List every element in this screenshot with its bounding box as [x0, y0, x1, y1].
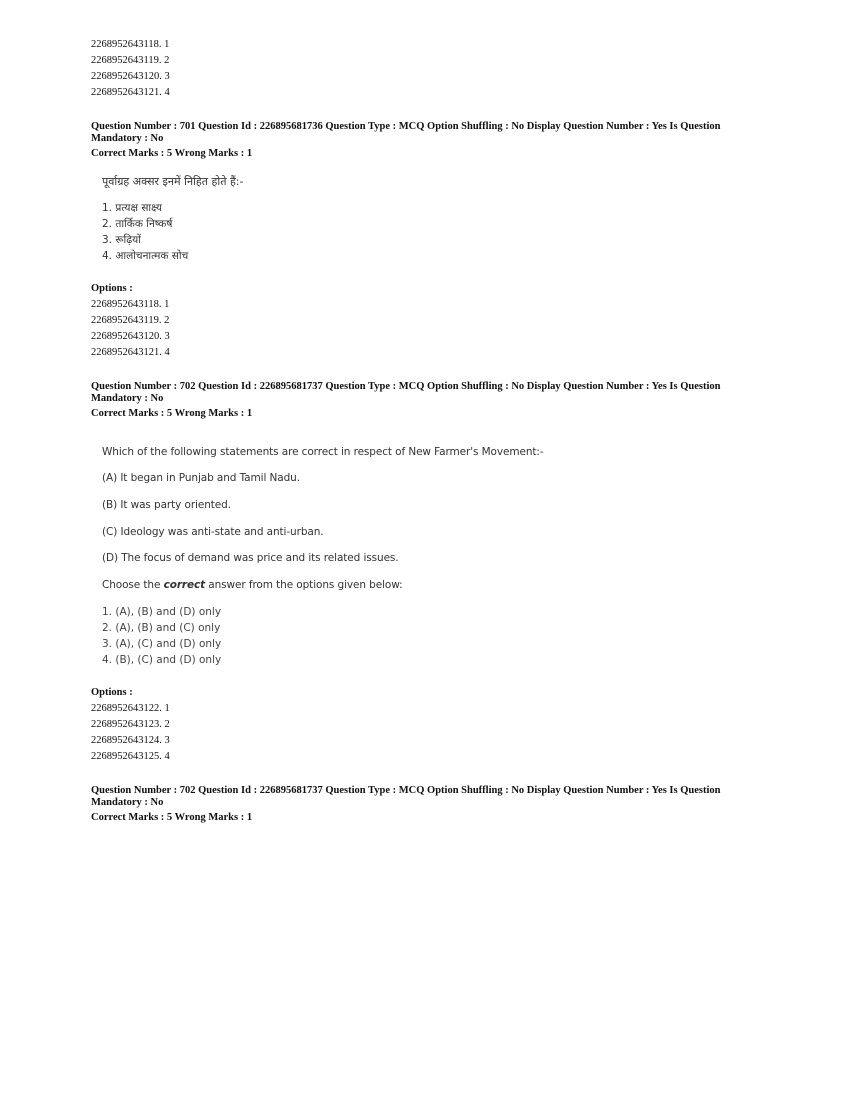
- question-marks: Correct Marks : 5 Wrong Marks : 1: [91, 812, 253, 823]
- question-702-text: Which of the following statements are correct in respect of New Farmer's Movement:-: [102, 446, 544, 458]
- question-702-choices: [102, 604, 221, 668]
- question-701-header: [91, 121, 761, 160]
- question-marks: Correct Marks : 5 Wrong Marks : 1: [91, 408, 253, 419]
- choice-item: 2. तार्किक निष्कर्ष: [102, 218, 173, 230]
- option-line: 2268952643125. 4: [91, 751, 170, 762]
- option-line: 2268952643120. 3: [91, 331, 170, 342]
- question-meta-line1: Question Number : 702 Question Id : 226895681737 Question Type : MCQ Option Shuffling : No Display Question Number : Yes Is Question: [91, 381, 721, 392]
- question-meta-line2: Mandatory : No: [91, 133, 164, 144]
- question-702-repeat-header: [91, 785, 761, 824]
- choose-prefix: Choose the: [102, 579, 164, 591]
- statement-c: (C) Ideology was anti-state and anti-urban.: [102, 526, 324, 538]
- choice-item: 1. प्रत्यक्ष साक्ष्य: [102, 202, 162, 214]
- choice-item: 4. (B), (C) and (D) only: [102, 654, 222, 666]
- option-line: 2268952643118. 1: [91, 39, 170, 50]
- choice-item: 4. आलोचनात्मक सोच: [102, 250, 189, 262]
- options-label: Options :: [91, 687, 133, 698]
- choice-item: 3. रूढ़ियों: [102, 234, 141, 246]
- option-line: 2268952643119. 2: [91, 315, 170, 326]
- top-options-list: [91, 37, 170, 101]
- statement-a: (A) It began in Punjab and Tamil Nadu.: [102, 472, 300, 484]
- choice-item: 2. (A), (B) and (C) only: [102, 622, 221, 634]
- question-701-choices: [102, 200, 188, 264]
- choose-suffix: answer from the options given below:: [205, 579, 403, 591]
- question-701-options: [91, 297, 170, 361]
- option-line: 2268952643121. 4: [91, 87, 170, 98]
- choose-bold: correct: [163, 579, 206, 591]
- statement-d: (D) The focus of demand was price and its related issues.: [102, 552, 399, 564]
- option-line: 2268952643119. 2: [91, 55, 170, 66]
- question-701-text: पूर्वाग्रह अक्सर इनमें निहित होते हैं:-: [102, 175, 244, 188]
- option-line: 2268952643120. 3: [91, 71, 170, 82]
- choice-item: 3. (A), (C) and (D) only: [102, 638, 222, 650]
- question-702-header: [91, 381, 761, 420]
- options-label: Options :: [91, 283, 133, 294]
- question-marks: Correct Marks : 5 Wrong Marks : 1: [91, 148, 253, 159]
- choice-item: 1. (A), (B) and (D) only: [102, 606, 222, 618]
- statement-b: (B) It was party oriented.: [102, 499, 231, 511]
- option-line: 2268952643118. 1: [91, 299, 170, 310]
- question-meta-line2: Mandatory : No: [91, 393, 164, 404]
- question-meta-line2: Mandatory : No: [91, 797, 164, 808]
- question-702-options: [91, 701, 170, 765]
- question-meta-line1: Question Number : 702 Question Id : 226895681737 Question Type : MCQ Option Shuffling : No Display Question Number : Yes Is Question: [91, 785, 721, 796]
- option-line: 2268952643123. 2: [91, 719, 170, 730]
- option-line: 2268952643124. 3: [91, 735, 170, 746]
- option-line: 2268952643122. 1: [91, 703, 170, 714]
- choose-instruction: [102, 579, 403, 591]
- question-meta-line1: Question Number : 701 Question Id : 226895681736 Question Type : MCQ Option Shuffling : No Display Question Number : Yes Is Question: [91, 121, 721, 132]
- option-line: 2268952643121. 4: [91, 347, 170, 358]
